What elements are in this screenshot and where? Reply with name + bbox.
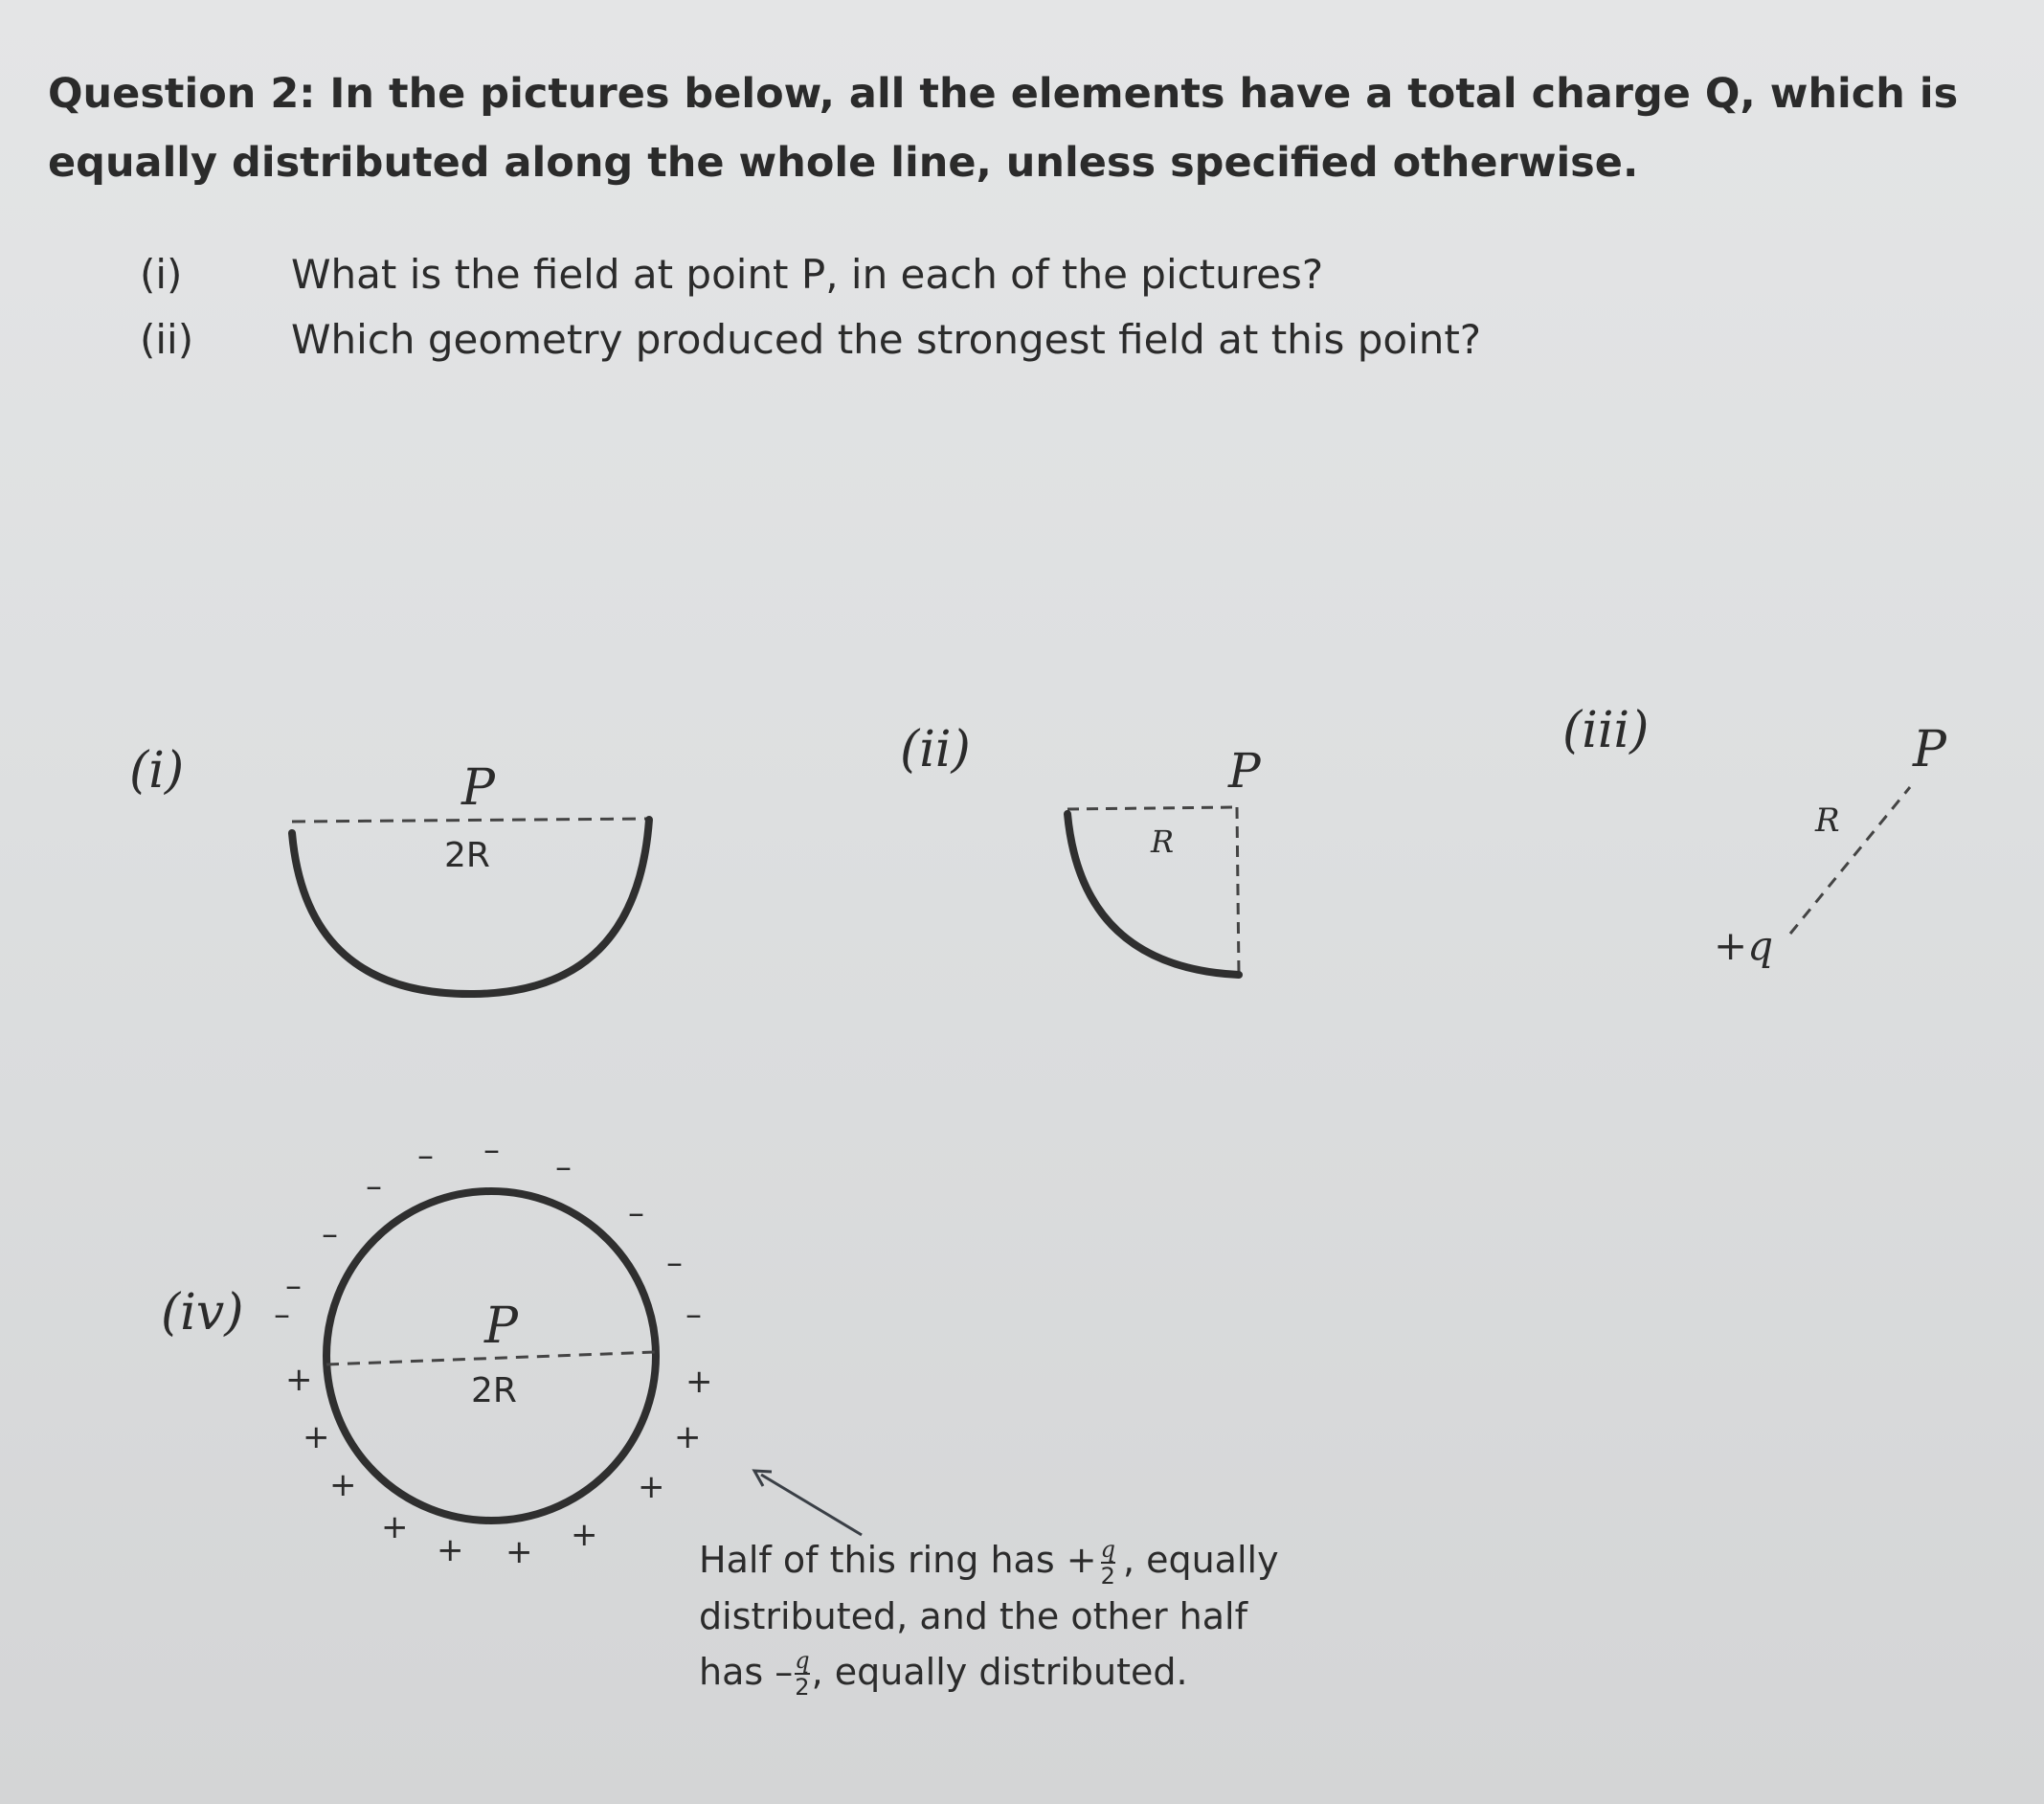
note-line-3-end: , equally distributed. — [811, 1650, 1188, 1693]
figure-iv-point-p: P — [484, 1297, 518, 1355]
figure-i-dimension: 2R — [444, 836, 490, 875]
plus-sign: + — [381, 1508, 409, 1546]
minus-sign: – — [685, 1296, 702, 1334]
minus-sign: – — [417, 1137, 434, 1175]
minus-sign: – — [322, 1215, 338, 1253]
pointer-arrow-line — [761, 1475, 862, 1535]
figure-iii-charge: +q — [1714, 922, 1774, 969]
figure-iii-dimension: R — [1815, 801, 1840, 840]
note-line-1-start: Half of this ring has + — [699, 1539, 1097, 1581]
plus-sign: + — [571, 1516, 598, 1554]
figure-iii-point-p: P — [1913, 721, 1946, 778]
plus-sign: + — [685, 1363, 713, 1401]
note-line-2: distributed, and the other half — [699, 1594, 1247, 1637]
minus-sign: – — [666, 1244, 683, 1282]
figure-i-point-p: P — [461, 759, 495, 817]
fraction-q-over-2 — [1101, 1537, 1115, 1589]
figure-ii-label: (ii) — [900, 721, 971, 778]
plus-sign: + — [437, 1531, 464, 1569]
plus-sign: + — [303, 1418, 330, 1456]
plus-sign: + — [285, 1361, 313, 1399]
figure-ii-dimension: R — [1151, 823, 1175, 860]
figure-iv — [161, 1131, 862, 1571]
note-line-3 — [699, 1644, 1312, 1701]
plus-sign: + — [638, 1468, 665, 1506]
fraction-q-over-2-negative — [795, 1648, 809, 1700]
fraction-numerator: q — [1100, 1535, 1115, 1563]
figure-i — [129, 742, 651, 994]
figure-ii-vertical-radius-line — [1237, 807, 1239, 975]
minus-sign: – — [274, 1296, 290, 1334]
figure-iii — [1562, 702, 1947, 969]
plus-sign: + — [329, 1466, 357, 1504]
part-i-number: (i) — [140, 251, 183, 298]
plus-sign: + — [674, 1418, 702, 1456]
figure-iv-dimension: 2R — [471, 1371, 517, 1410]
figure-ii-radius-line — [1067, 807, 1237, 809]
part-i-text: What is the field at point P, in each of the pictures? — [291, 251, 1324, 298]
fraction-denominator: 2 — [795, 1674, 810, 1701]
minus-sign: – — [285, 1267, 302, 1305]
figure-i-label: (i) — [129, 742, 185, 800]
fraction-numerator: q — [795, 1647, 810, 1674]
fraction-denominator: 2 — [1100, 1562, 1115, 1590]
plus-sign: + — [505, 1533, 533, 1571]
note-line-1-end: , equally — [1122, 1539, 1279, 1581]
ring-charge-note — [699, 1532, 1312, 1700]
figure-ii — [900, 721, 1262, 975]
question-title: Question 2: In the pictures below, all the elements have a total charge Q, which is equally distributed along the whole line, unless specified otherwise. — [48, 70, 1959, 187]
figure-i-diameter-line — [292, 819, 651, 822]
note-line-3-start: has – — [699, 1650, 794, 1693]
figure-ii-point-p: P — [1228, 743, 1261, 799]
figure-iii-label: (iii) — [1562, 702, 1650, 759]
minus-sign: – — [366, 1167, 382, 1206]
part-ii-text: Which geometry produced the strongest field at this point? — [291, 316, 1482, 363]
note-line-1 — [699, 1532, 1312, 1589]
minus-sign: – — [483, 1131, 500, 1169]
minus-sign: – — [628, 1194, 644, 1232]
figure-iv-ring — [326, 1191, 656, 1521]
part-ii-number: (ii) — [140, 316, 194, 363]
figure-iv-label: (iv) — [161, 1284, 244, 1342]
minus-sign: – — [555, 1148, 572, 1186]
figure-iii-distance-line — [1790, 787, 1910, 934]
